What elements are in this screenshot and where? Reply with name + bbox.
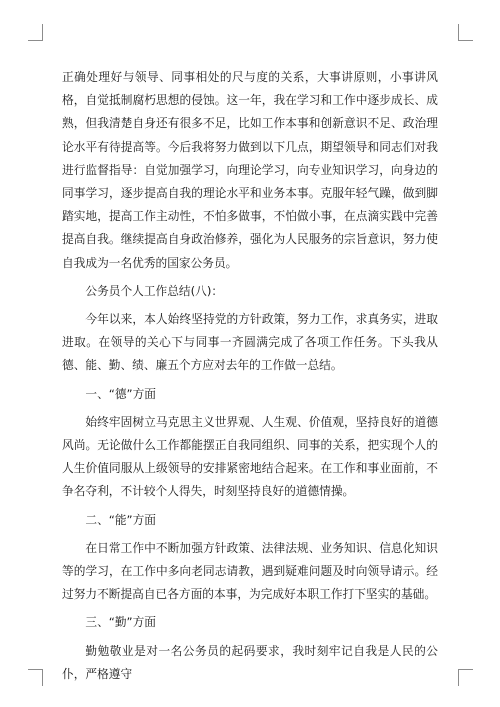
crop-mark-top-right xyxy=(458,24,473,41)
paragraph-continuation: 正确处理好与领导、同事相处的尺与度的关系，大事讲原则，小事讲风格，自觉抵制腐朽思想的侵蚀。这一年，我在学习和工作中逐步成长、成熟，但我清楚自身还有很多不足，比如工作本事和创新意识不足、政治理论水平有待提高等。今后我将努力做到以下几点，期望领导和同志们对我进行监督指导：自觉加强学习，向理论学习，向专业知识学习，向身边的同事学习，逐步提高自我的理论水平和业务本事。克服年轻气躁，做到脚踏实地，提高工作主动性，不怕多做事，不怕做小事，在点滴实践中完善提高自我。继续提高自身政治修养，强化为人民服务的宗旨意识，努力使自我成为一名优秀的国家公务员。 xyxy=(62,70,438,270)
heading-neng: 二、“能”方面 xyxy=(85,512,156,527)
crop-mark-bottom-right xyxy=(458,669,473,686)
heading-de: 一、“德”方面 xyxy=(85,386,156,401)
paragraph-intro: 今年以来，本人始终坚持党的方针政策，努力工作，求真务实，进取进取。在领导的关心下与同事一齐圆满完成了各项工作任务。下头我从德、能、勤、绩、廉五个方应对去年的工作做一总结。 xyxy=(62,312,438,373)
paragraph-qin: 勤勉敬业是对一名公务员的起码要求，我时刻牢记自我是人民的公仆，严格遵守 xyxy=(62,643,438,681)
heading-qin: 三、“勤”方面 xyxy=(85,615,156,630)
document-body xyxy=(62,66,438,686)
paragraph-de: 始终牢固树立马克思主义世界观、人生观、价值观，坚持良好的道德风尚。无论做什么工作都能摆正自我同组织、同事的关系，把实现个人的人生价值同服从上级领导的安排紧密地结合起来。在工作和事业面前，不争名夺利，不计较个人得失，时刻坚持良好的道德情操。 xyxy=(62,414,438,499)
section-title-summary-8: 公务员个人工作总结(八)： xyxy=(85,283,224,298)
crop-mark-bottom-left xyxy=(28,669,43,686)
paragraph-neng: 在日常工作中不断加强方针政策、法律法规、业务知识、信息化知识等的学习，在工作中多向老同志请教，遇到疑难问题及时向领导请示。经过努力不断提高自已各方面的本事，为完成好本职工作打下坚实的基础。 xyxy=(62,540,438,602)
crop-mark-top-left xyxy=(28,24,43,41)
